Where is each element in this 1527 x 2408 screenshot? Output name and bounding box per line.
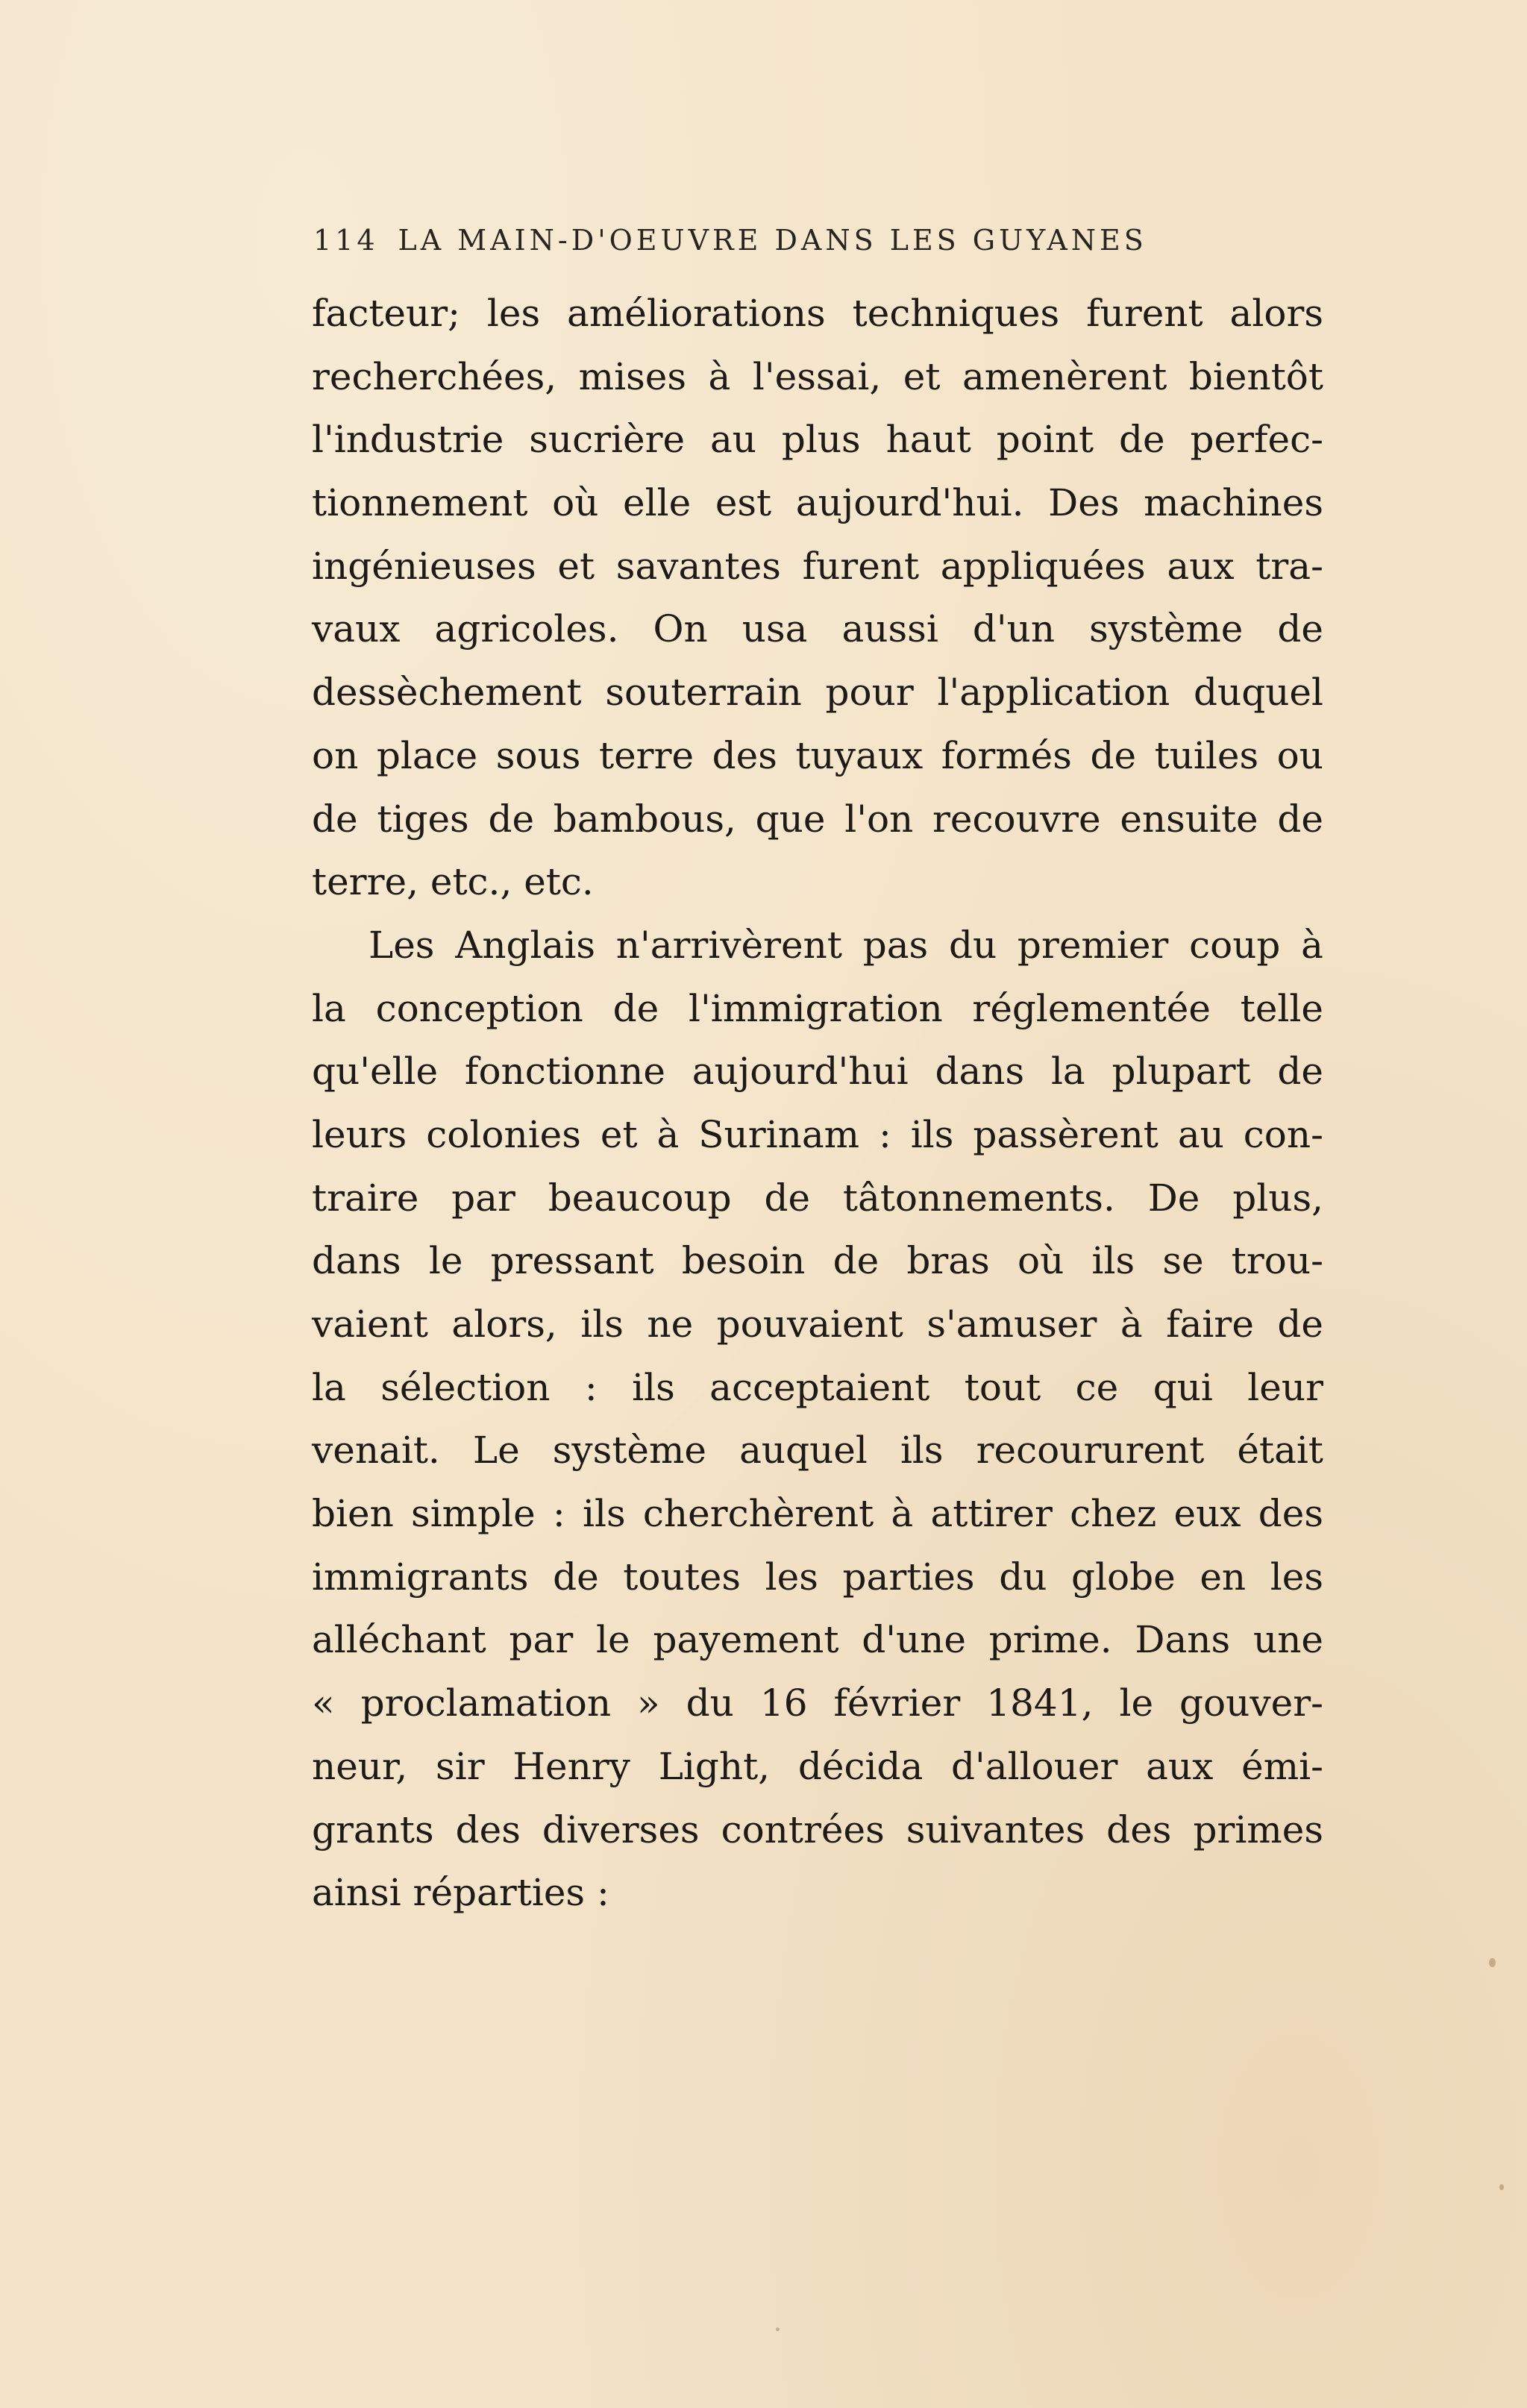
text-line: alléchant par le payement d'une prime. Dans une (312, 1618, 1323, 1662)
text-line: terre, etc., etc. (312, 860, 594, 904)
page-number: 114 (313, 224, 379, 257)
text-line: ainsi réparties : (312, 1871, 609, 1915)
text-line: l'industrie sucrière au plus haut point de perfec- (312, 418, 1323, 462)
text-line: qu'elle fonctionne aujourd'hui dans la plupart de (312, 1050, 1323, 1094)
text-line: tionnement où elle est aujourd'hui. Des machines (312, 481, 1323, 525)
text-line: venait. Le système auquel ils recoururent était (312, 1429, 1323, 1473)
text-line: immigrants de toutes les parties du globe en les (312, 1555, 1323, 1599)
text-line: « proclamation » du 16 février 1841, le gouver- (312, 1681, 1323, 1725)
running-header (313, 224, 1283, 257)
text-line: recherchées, mises à l'essai, et amenèrent bientôt (312, 354, 1323, 398)
text-line: on place sous terre des tuyaux formés de tuiles ou (312, 733, 1323, 777)
body-text (312, 282, 1323, 1925)
text-line: grants des diverses contrées suivantes des primes (312, 1807, 1323, 1852)
text-line: vaux agricoles. On usa aussi d'un système de (312, 607, 1323, 651)
text-line: vaient alors, ils ne pouvaient s'amuser à faire de (312, 1302, 1323, 1346)
paper-speck (776, 2327, 780, 2331)
text-line: traire par beaucoup de tâtonnements. De plus, (312, 1176, 1323, 1220)
text-line: leurs colonies et à Surinam : ils passèrent au con- (312, 1112, 1323, 1156)
text-line: bien simple : ils cherchèrent à attirer chez eux des (312, 1492, 1323, 1536)
text-line: dans le pressant besoin de bras où ils se trou- (312, 1239, 1323, 1283)
running-title: LA MAIN-D'OEUVRE DANS LES GUYANES (398, 224, 1147, 257)
paragraph-1 (312, 282, 1323, 914)
text-line: la conception de l'immigration réglementée telle (312, 986, 1323, 1030)
text-line: ingénieuses et savantes furent appliquées aux tra- (312, 544, 1323, 588)
text-line: facteur; les améliorations techniques furent alors (312, 292, 1323, 335)
text-line: la sélection : ils acceptaient tout ce qui leur (312, 1365, 1323, 1409)
paragraph-2 (312, 914, 1323, 1925)
text-line: de tiges de bambous, que l'on recouvre ensuite de (312, 797, 1323, 841)
text-line: dessèchement souterrain pour l'application duquel (312, 671, 1323, 715)
paper-speck (1499, 2184, 1504, 2190)
text-line: Les Anglais n'arrivèrent pas du premier coup à (369, 923, 1323, 967)
paper-speck (1489, 1958, 1496, 1967)
text-line: neur, sir Henry Light, décida d'allouer aux émi- (312, 1744, 1323, 1788)
